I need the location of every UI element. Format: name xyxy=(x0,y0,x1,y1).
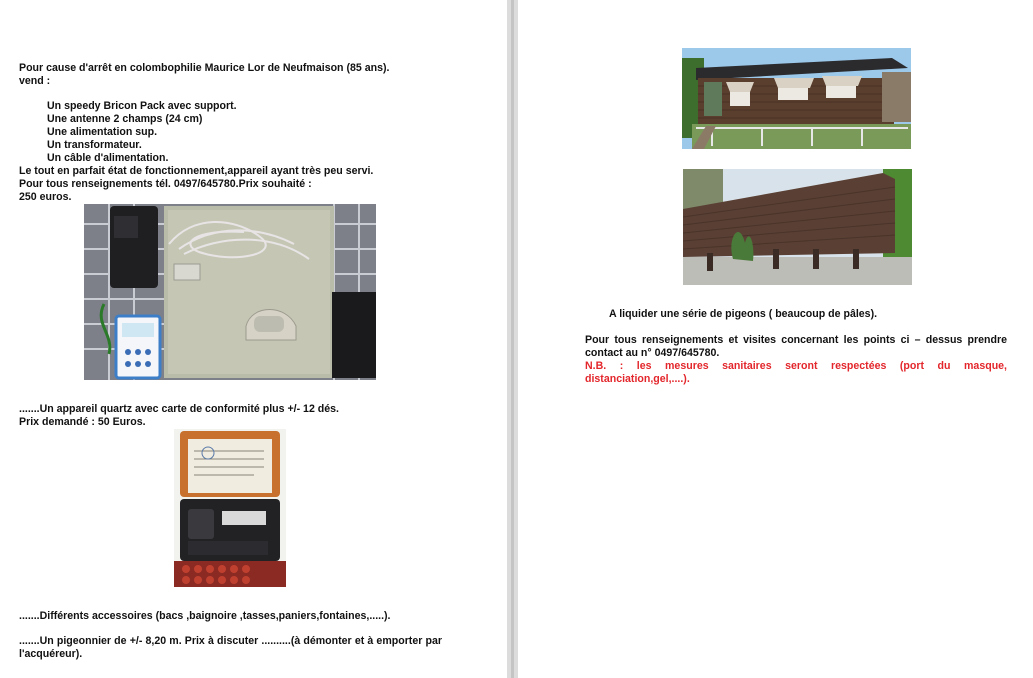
intro-vend: vend : xyxy=(19,75,51,87)
accessories-text: .......Différents accessoires (bacs ,baignoire ,tasses,paniers,fontaines,.....). xyxy=(19,610,391,622)
price-text: 250 euros. xyxy=(19,191,72,203)
item-speedy: Un speedy Bricon Pack avec support. xyxy=(47,100,237,112)
contact-price-text: Pour tous renseignements tél. 0497/645780.Prix souhaité : xyxy=(19,178,312,190)
document-page-right xyxy=(518,0,1033,678)
page-gutter xyxy=(507,0,518,678)
intro-line: Pour cause d'arrêt en colombophilie Maurice Lor de Neufmaison (85 ans). xyxy=(19,62,390,74)
item-power-supply: Une alimentation sup. xyxy=(47,126,158,138)
document-page-left xyxy=(0,0,507,678)
quartz-line: .......Un appareil quartz avec carte de conformité plus +/- 12 dés. xyxy=(19,403,339,415)
condition-text: Le tout en parfait état de fonctionnement,appareil ayant très peu servi. xyxy=(19,165,374,177)
item-transformer: Un transformateur. xyxy=(47,139,142,151)
loft-text: .......Un pigeonnier de +/- 8,20 m. Prix à discuter ..........(à démonter et à emporter par l'acquéreur). xyxy=(19,635,442,660)
pigeon-loft-side-photo xyxy=(683,169,912,285)
contact-text: Pour tous renseignements et visites concernant les points ci – dessus prendre contact au n° 0497/645780. xyxy=(585,334,1007,359)
quartz-price: Prix demandé : 50 Euros. xyxy=(19,416,146,428)
speedy-bricon-photo xyxy=(84,204,376,380)
pigeons-text: A liquider une série de pigeons ( beaucoup de pâles). xyxy=(609,308,878,320)
pigeon-loft-front-photo xyxy=(682,48,911,149)
quartz-clock-photo xyxy=(174,429,286,587)
item-antenna: Une antenne 2 champs (24 cm) xyxy=(47,113,203,125)
item-cable: Un câble d'alimentation. xyxy=(47,152,169,164)
sanitary-note: N.B. : les mesures sanitaires seront respectées (port du masque, distanciation,gel,....). xyxy=(585,360,1007,385)
